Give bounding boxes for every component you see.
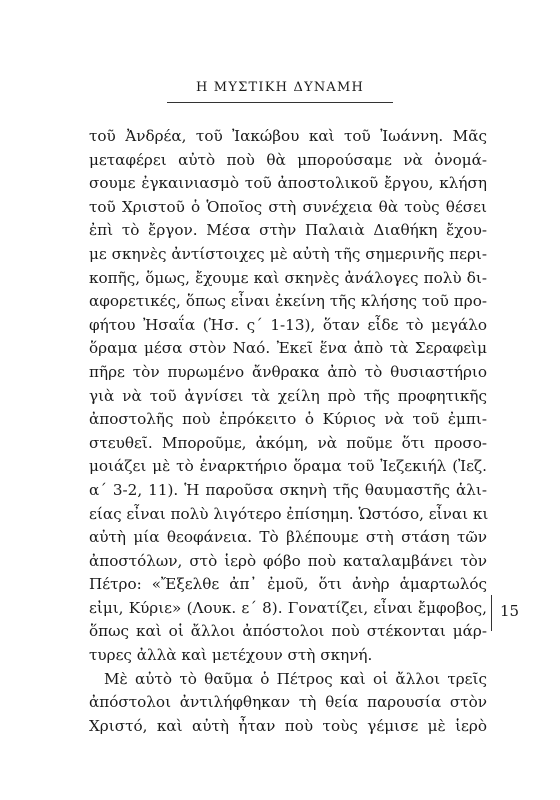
text-line: τοῦ Ἀνδρέα, τοῦ Ἰακώβου καὶ τοῦ Ἰωάννη. Μᾶς	[89, 127, 487, 145]
text-line: ὅπως καὶ οἱ ἄλλοι ἀπόστολοι ποὺ στέκονται μάρ-	[89, 622, 487, 641]
text-line: ἀπόστολοι ἀντιλήφθηκαν τὴ θεία παρουσία στὸν	[89, 693, 487, 712]
text-line: αὐτὴ μία θεοφάνεια. Τὸ βλέπουμε στὴ στάση τῶν	[89, 528, 487, 547]
text-line: τυρες ἀλλὰ καὶ μετέχουν στὴ σκηνή.	[89, 646, 373, 665]
text-line: γιὰ νὰ τοῦ ἀγνίσει τὰ χείλη πρὸ τῆς προφητικῆς	[89, 386, 487, 405]
text-line: μοιάζει μὲ τὸ ἐναρκτήριο ὅραμα τοῦ Ἰεζεκιήλ (Ἰεζ.	[89, 457, 487, 476]
text-line: πῆρε τὸν πυρωμένο ἄνθρακα ἀπὸ τὸ θυσιαστήριο	[89, 362, 487, 381]
text-line: με σκηνὲς ἀντίστοιχες μὲ αὐτὴ τῆς σημερινῆς περι-	[89, 244, 487, 263]
text-line: ἀποστόλων, στὸ ἱερὸ φόβο ποὺ καταλαμβάνει τὸν	[89, 551, 487, 570]
text-line: ἐπὶ τὸ ἔργον. Μέσα στὴν Παλαιὰ Διαθήκη ἔχου-	[89, 221, 487, 240]
text-line: ἀποστολῆς ποὺ ἐπρόκειτο ὁ Κύριος νὰ τοῦ ἐμπι-	[89, 410, 487, 429]
text-line: αφορετικές, ὅπως εἶναι ἐκείνη τῆς κλήσης τοῦ προ-	[89, 292, 487, 311]
text-line: μεταφέρει αὐτὸ ποὺ θὰ μπορούσαμε νὰ ὀνομά-	[89, 150, 487, 169]
text-line: α΄ 3-2, 11). Ἡ παροῦσα σκηνὴ τῆς θαυμαστῆς ἁλι-	[89, 480, 487, 499]
text-line: ὅραμα μέσα στὸν Ναό. Ἐκεῖ ἕνα ἀπὸ τὰ Σεραφεὶμ	[89, 339, 487, 358]
page-number: 15	[500, 602, 520, 620]
text-line: τοῦ Χριστοῦ ὁ Ὁποῖος στὴ συνέχεια θὰ τοὺς θέσει	[89, 197, 487, 216]
page-number-rule	[491, 595, 492, 631]
text-line: Χριστό, καὶ αὐτὴ ἦταν ποὺ τοὺς γέμισε μὲ ἱερὸ	[89, 716, 487, 735]
running-head-rule	[167, 102, 393, 103]
text-line: Μὲ αὐτὸ τὸ θαῦμα ὁ Πέτρος καὶ οἱ ἄλλοι τρεῖς	[104, 669, 487, 688]
text-line: είας εἶναι πολὺ λιγότερο ἐπίσημη. Ὡστόσο, εἶναι κι	[89, 504, 489, 523]
body-text	[89, 125, 487, 738]
text-line: φήτου Ἠσαΐα (Ἠσ. ς΄ 1-13), ὅταν εἶδε τὸ μεγάλο	[89, 315, 487, 334]
text-line: εἰμι, Κύριε» (Λουκ. ε΄ 8). Γονατίζει, εἶναι ἔμφοβος,	[89, 598, 487, 617]
text-line: στευθεῖ. Μποροῦμε, ἀκόμη, νὰ ποῦμε ὅτι προσο-	[89, 433, 487, 452]
text-line: Πέτρο: «Ἔξελθε ἀπ᾿ ἐμοῦ, ὅτι ἀνὴρ ἁμαρτωλός	[89, 575, 487, 594]
running-head: Η ΜΥΣΤΙΚΗ ΔΥΝΑΜΗ	[195, 80, 365, 95]
text-line: σουμε ἐγκαινιασμὸ τοῦ ἀποστολικοῦ ἔργου, κλήση	[89, 174, 487, 193]
text-line: κοπῆς, ὅμως, ἔχουμε καὶ σκηνὲς ἀνάλογες πολὺ δι-	[89, 268, 487, 287]
